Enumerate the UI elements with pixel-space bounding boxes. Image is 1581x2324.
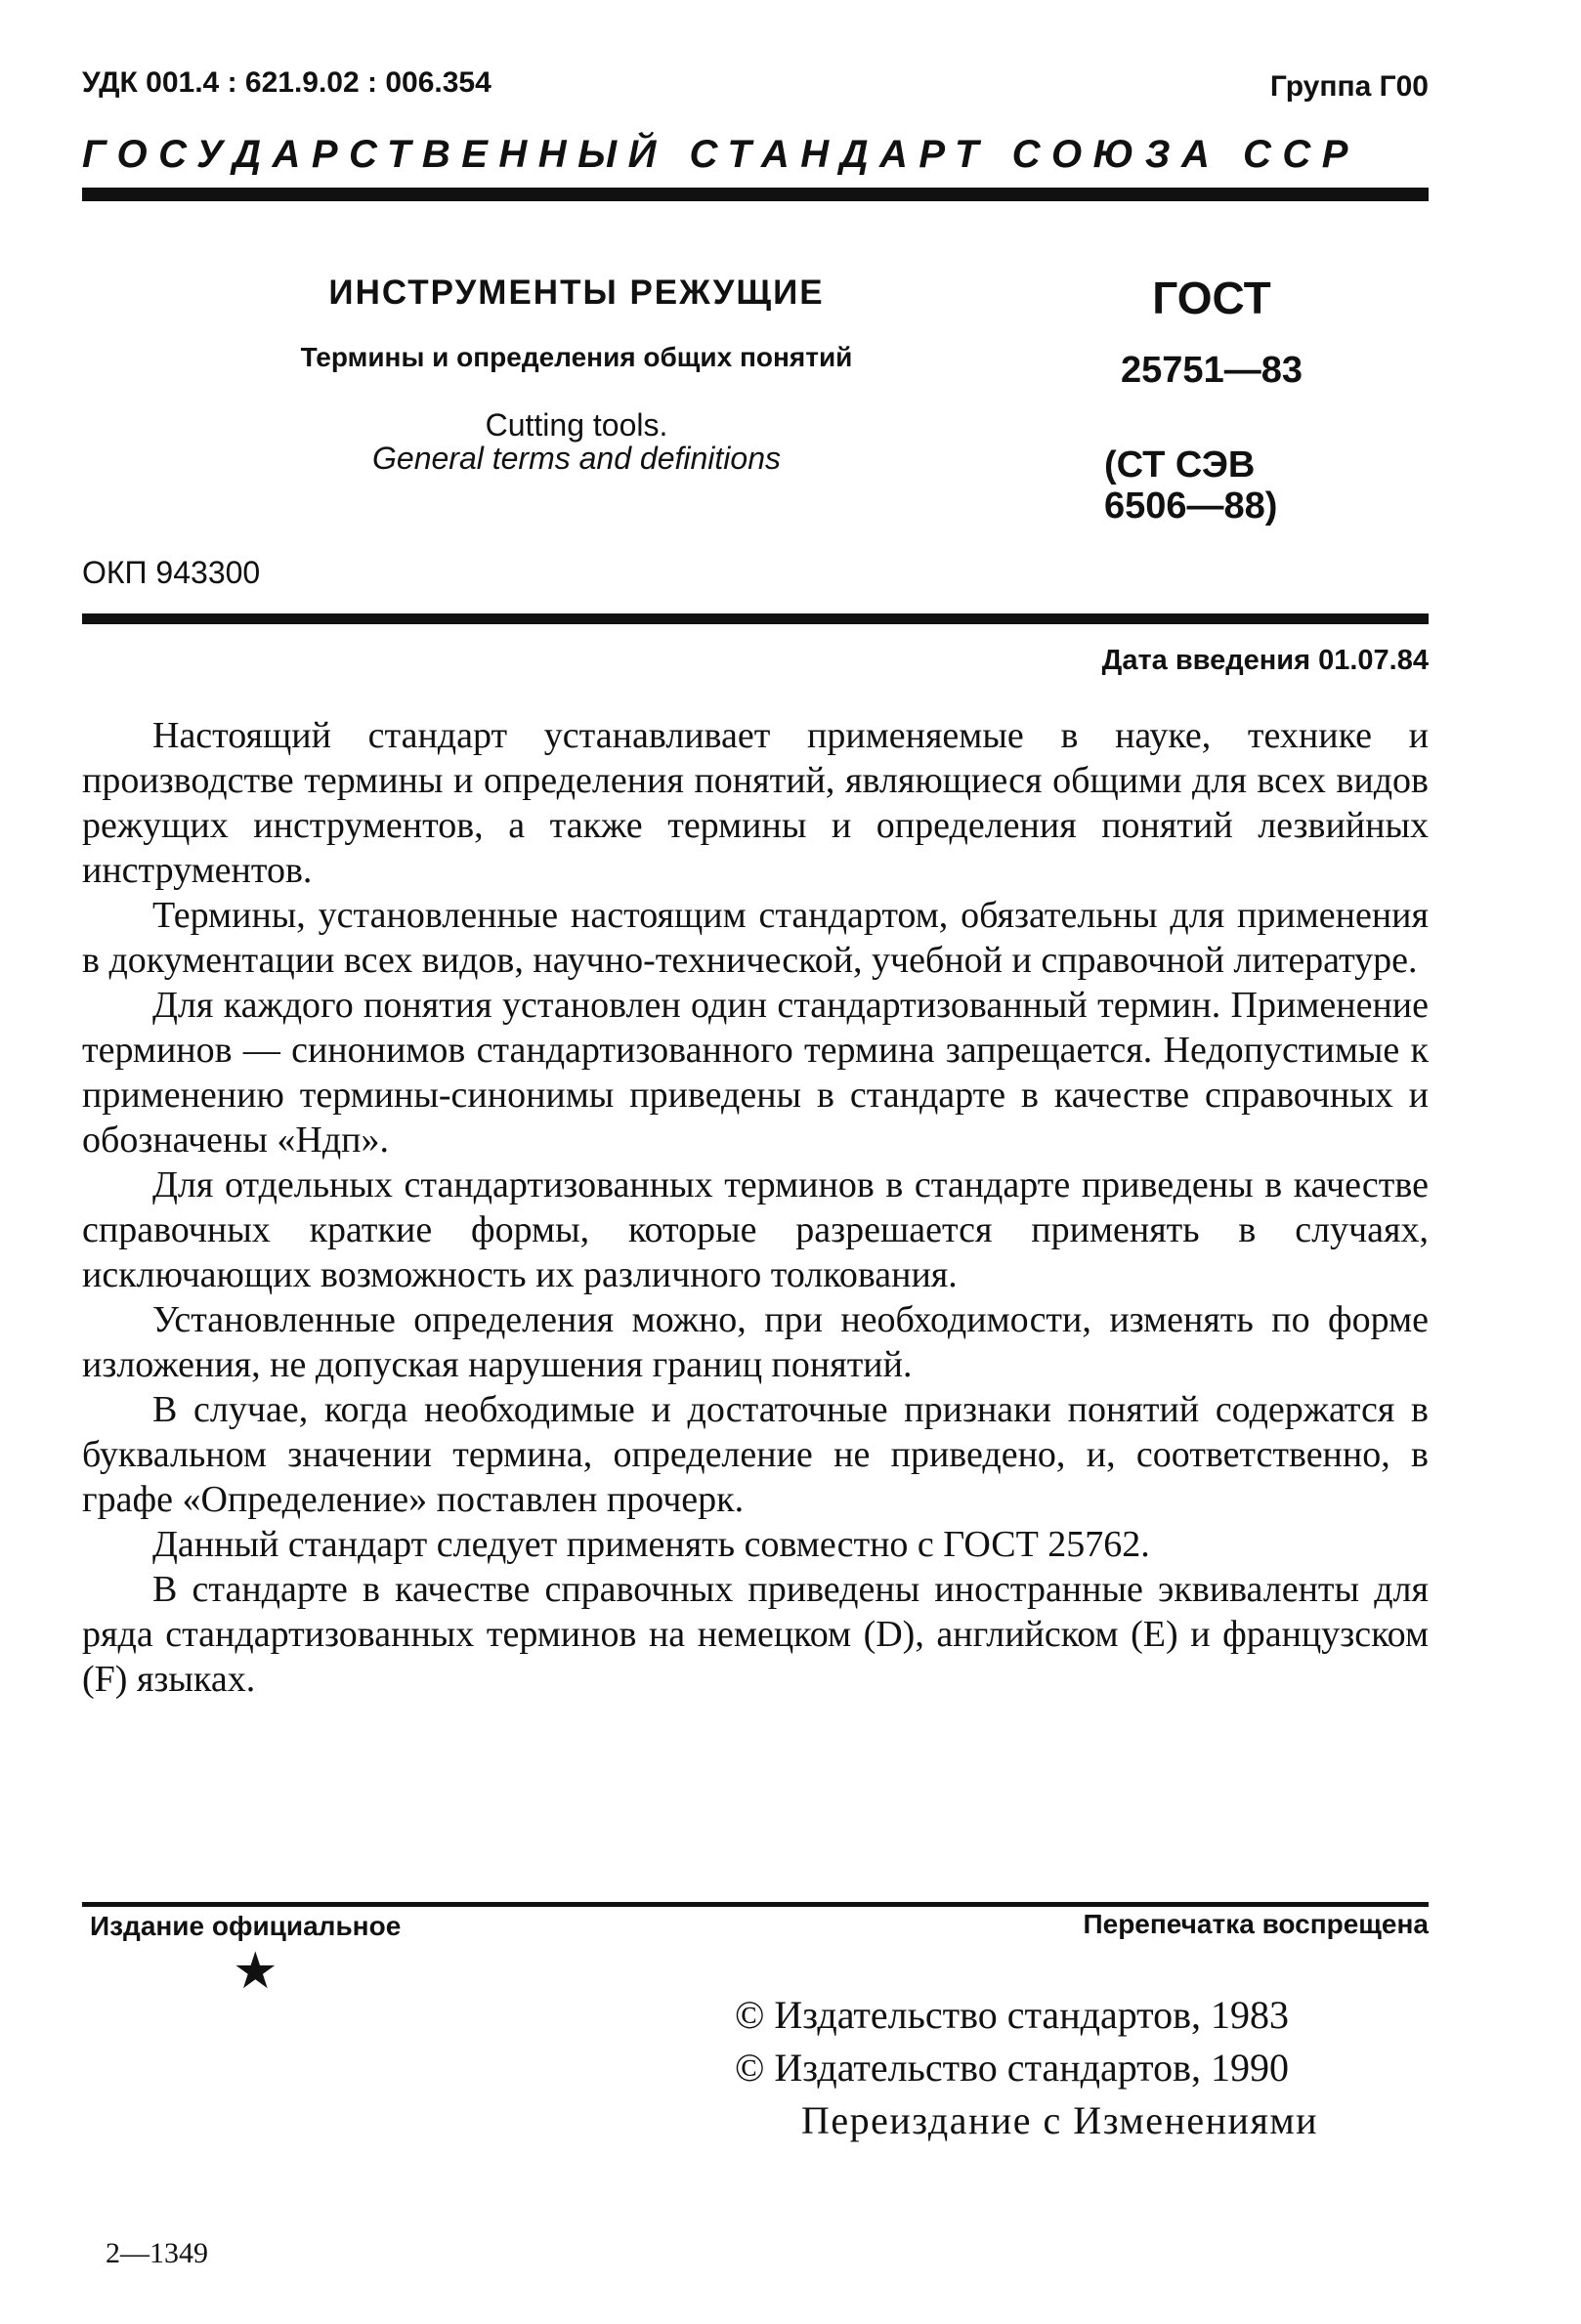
body-paragraph: Установленные определения можно, при необходимости, изменять по форме изложения, не допуская нарушения границ понятий. <box>82 1299 1429 1385</box>
sev-line-1: (СТ СЭВ <box>1104 444 1256 486</box>
body-paragraph: В стандарте в качестве справочных приведены иностранные эквиваленты для ряда стандартизованных терминов на немецком (D), английском (E) и французском (F) языках. <box>82 1569 1429 1700</box>
udk-code: УДК 001.4 : 621.9.02 : 006.354 <box>82 66 491 99</box>
gost-label: ГОСТ <box>1152 273 1271 323</box>
copyright-1983: © Издательство стандартов, 1983 <box>735 1993 1290 2037</box>
state-standard-heading: ГОСУДАРСТВЕННЫЙ СТАНДАРТ СОЮЗА ССР <box>82 133 1359 176</box>
okp-code: ОКП 943300 <box>82 555 261 590</box>
star-icon: ★ <box>233 1944 278 2000</box>
introduction-date: Дата введения 01.07.84 <box>1101 645 1429 676</box>
body-paragraph: Для каждого понятия установлен один стандартизованный термин. Применение терминов — синонимов стандартизованного термина запрещается. Недопустимые к применению термины-синонимы приведены в стандарте в качестве справочных и обозначены «Ндп». <box>82 985 1429 1161</box>
group-code: Группа Г00 <box>1269 70 1429 103</box>
sev-line-2: 6506—88) <box>1104 486 1278 527</box>
body-paragraph: Данный стандарт следует применять совместно с ГОСТ 25762. <box>152 1524 1150 1565</box>
reprint-prohibited-label: Перепечатка воспрещена <box>1083 1909 1429 1939</box>
body-paragraph: Настоящий стандарт устанавливает применяемые в науке, технике и производстве термины и определения понятий, являющиеся общими для всех видов режущих инструментов, а также термины и определения понятий лезвийных инструментов. <box>82 715 1429 891</box>
reissue-note: Переиздание с Изменениями <box>801 2098 1319 2142</box>
body-text <box>82 713 1429 1702</box>
body-paragraph: Для отдельных стандартизованных терминов в стандарте приведены в качестве справочных краткие формы, которые разрешается применять в случаях, исключающих возможность их различного толкования. <box>82 1164 1429 1295</box>
footer-divider <box>82 1902 1429 1907</box>
document-subtitle: Термины и определения общих понятий <box>300 342 853 372</box>
body-paragraph: Термины, установленные настоящим стандартом, обязательны для применения в документации всех видов, научно-технической, учебной и справочной литературе. <box>82 895 1429 981</box>
page-code: 2—1349 <box>106 2237 208 2269</box>
english-title-line-1: Cutting tools. <box>485 407 668 443</box>
title-divider <box>82 613 1429 624</box>
gost-number: 25751—83 <box>1121 350 1303 391</box>
copyright-1990: © Издательство стандартов, 1990 <box>735 2046 1290 2090</box>
header-divider <box>82 188 1429 201</box>
body-paragraph: В случае, когда необходимые и достаточные признаки понятий содержатся в буквальном значении термина, определение не приведено, и, соответственно, в графе «Определение» поставлен прочерк. <box>82 1389 1429 1520</box>
document-title: ИНСТРУМЕНТЫ РЕЖУЩИЕ <box>328 274 825 312</box>
official-edition-label: Издание официальное <box>90 1911 402 1941</box>
title-block <box>225 274 928 475</box>
copyright-block <box>735 1989 1318 2147</box>
designation-block <box>1104 272 1397 527</box>
sev-designation <box>1104 444 1339 527</box>
english-title-line-2: General terms and definitions <box>372 441 781 476</box>
